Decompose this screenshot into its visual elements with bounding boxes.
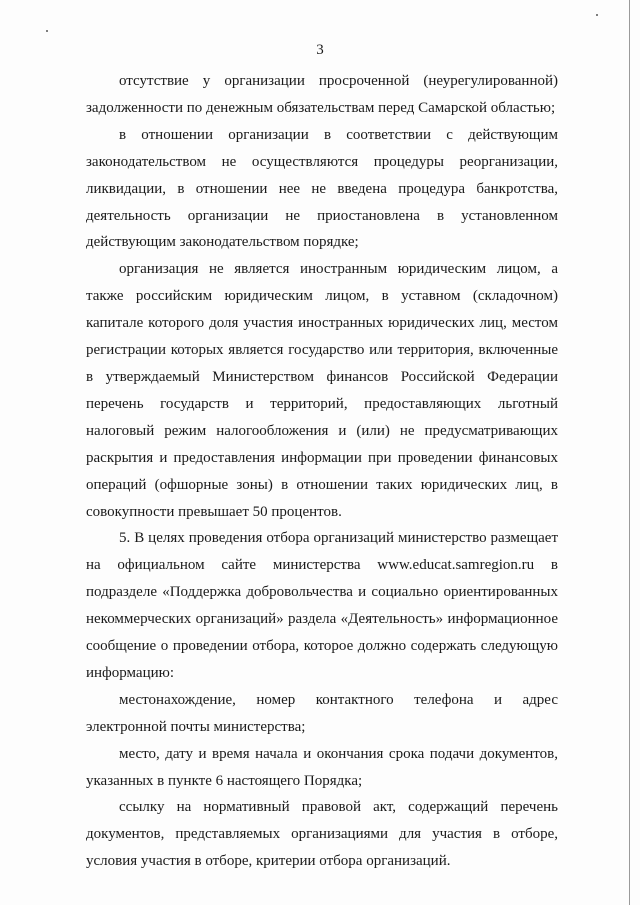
scan-speck [596,14,598,16]
page-number: 3 [316,42,324,58]
document-body [86,68,558,875]
paragraph-debt: отсутствие у организации просроченной (неурегулированной) задолженности по денежным обязательствам перед Самарской областью; [86,73,558,116]
paragraph-foreign-entity: организация не является иностранным юридическим лицом, а также российским юридическим лицом, в уставном (складочном) капитале которого доля участия иностранных юридических лиц, местом регистрации которых является государство или территория, включенные в утверждаемый Министерством финансов Российской Федерации перечень государств и территорий, предоставляющих льготный налоговый режим налогообложения и (или) не предусматривающих раскрытия и предоставления информации при проведении финансовых операций (офшорные зоны) в отношении таких юридических лиц, в совокупности превышает 50 процентов. [86,261,558,520]
paragraph-selection-notice: 5. В целях проведения отбора организаций министерство размещает на официальном сайте министерства www.educat.samregion.ru в подразделе «Поддержка добровольчества и социально ориентированных некоммерческих организаций» раздела «Деятельность» информационное сообщение о проведении отбора, которое должно содержать следующую информацию: [86,530,558,681]
paragraph-submission-dates: место, дату и время начала и окончания срока подачи документов, указанных в пункте 6 настоящего Порядка; [86,745,558,789]
paragraph-legal-act-link: ссылку на нормативный правовой акт, содержащий перечень документов, представляемых организациями для участия в отборе, условия участия в отборе, критерии отбора организаций. [86,799,558,870]
paragraph-reorganization: в отношении организации в соответствии с действующим законодательством не осуществляются процедуры реорганизации, ликвидации, в отношении нее не введена процедура банкротства, деятельность организации не приостановлена в установленном действующим законодательством порядке; [86,126,558,251]
paragraph-location-contacts: местонахождение, номер контактного телефона и адрес электронной почты министерства; [86,691,558,735]
scan-edge-line [629,0,630,905]
scan-speck [46,30,48,32]
